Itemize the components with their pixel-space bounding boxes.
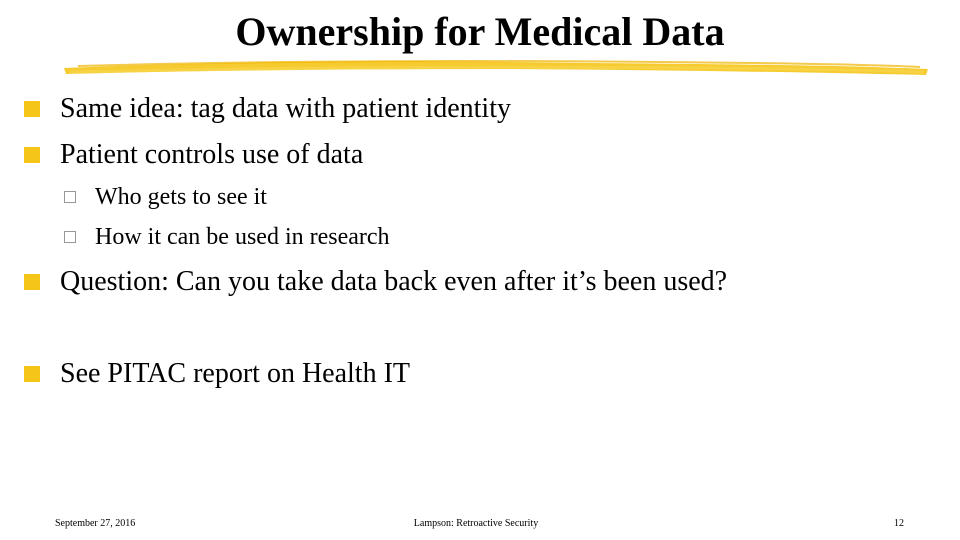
bullet-text: Question: Can you take data back even after it’s been used? (60, 266, 728, 297)
square-bullet-icon (24, 101, 40, 117)
bullet-item (24, 264, 727, 300)
sub-bullet-item (64, 182, 267, 212)
bullet-item (24, 356, 410, 392)
title-underline (58, 56, 934, 80)
bullet-text: Same idea: tag data with patient identity (60, 93, 511, 124)
bullet-text: Patient controls use of data (60, 139, 364, 170)
slide-title: Ownership for Medical Data (235, 9, 725, 54)
sub-bullet-text: How it can be used in research (95, 223, 390, 250)
footer-date: September 27, 2016 (55, 518, 136, 529)
square-bullet-icon (24, 274, 40, 290)
square-bullet-icon (24, 366, 40, 382)
hollow-square-bullet-icon (64, 191, 76, 203)
sub-bullet-item (64, 222, 390, 252)
bullet-item (24, 91, 511, 127)
page-number: 12 (894, 518, 904, 529)
square-bullet-icon (24, 147, 40, 163)
footer-center: Lampson: Retroactive Security (413, 518, 539, 529)
bullet-text: See PITAC report on Health IT (60, 358, 410, 389)
sub-bullet-text: Who gets to see it (95, 183, 267, 210)
bullet-item (24, 137, 363, 173)
hollow-square-bullet-icon (64, 231, 76, 243)
